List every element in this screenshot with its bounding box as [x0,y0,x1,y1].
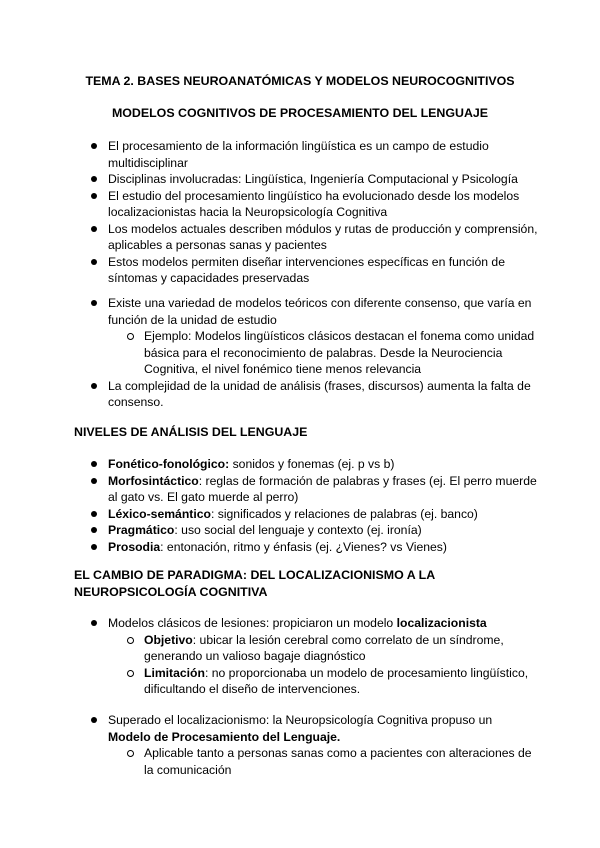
term-desc: : entonación, ritmo y énfasis (ej. ¿Vienes? vs Vienes) [160,539,447,554]
list-item-text: Superado el localizacionismo: la Neuropsicología Cognitiva propuso un [108,713,493,727]
intro-bullet-list [108,138,538,287]
term-desc: : no proporcionaba un modelo de procesamiento lingüístico, dificultando el diseño de intervenciones. [144,665,529,696]
sub-list-item: Aplicable tanto a personas sanas como a pacientes con alteraciones de la comunicación [144,745,536,778]
section-heading-paradigma: EL CAMBIO DE PARADIGMA: DEL LOCALIZACIONISMO A LA NEUROPSICOLOGÍA COGNITIVA [74,568,435,599]
list-item [108,522,538,539]
list-item: Los modelos actuales describen módulos y rutas de producción y comprensión, aplicables a personas sanas y pacientes [108,221,538,252]
term: Léxico-semántico [108,506,211,521]
term: Limitación [144,665,205,680]
sub-bullet-list [144,632,536,698]
term-desc: : ubicar la lesión cerebral como correlato de un síndrome, generando un valioso bagaje diagnóstico [144,632,504,663]
list-item [108,473,538,506]
list-item-text: Existe una variedad de modelos teóricos con diferente consenso, que varía en función de la unidad de estudio [108,296,532,327]
list-item: El estudio del procesamiento lingüístico ha evolucionado desde los modelos localizacionistas hacia la Neuropsicología Cognitiva [108,188,538,221]
list-item [108,712,538,778]
list-item: El procesamiento de la información lingüística es un campo de estudio multidisciplinar [108,138,538,171]
list-item: Estos modelos permiten diseñar intervenciones específicas en función de síntomas y capacidades preservadas [108,254,538,287]
term: Fonético-fonológico: [108,457,230,471]
levels-bullet-list [108,456,538,555]
term: Objetivo [144,632,193,647]
list-item: Disciplinas involucradas: Lingüística, Ingeniería Computacional y Psicología [108,171,538,188]
paradigm-bullet-list-2 [108,712,538,778]
sub-list-item [144,632,536,665]
sub-bullet-list [144,328,536,378]
list-item: La complejidad de la unidad de análisis (frases, discursos) aumenta la falta de consenso. [108,378,538,411]
document-title: TEMA 2. BASES NEUROANATÓMICAS Y MODELOS NEUROCOGNITIVOS [85,74,515,88]
sub-list-item [144,665,536,698]
term-desc: : reglas de formación de palabras y frases (ej. El perro muerde al gato vs. El gato muerde al perro) [108,473,537,504]
term: Prosodia [108,539,161,554]
models-bullet-list [108,295,538,411]
emphasis: Modelo de Procesamiento del Lenguaje. [108,729,341,744]
term: Pragmático [108,523,175,537]
term-desc: : significados y relaciones de palabras (ej. banco) [210,506,478,521]
sub-bullet-list [144,745,536,778]
term-desc: sonidos y fonemas (ej. p vs b) [229,457,395,471]
term-desc: : uso social del lenguaje y contexto (ej. ironía) [174,523,422,537]
list-item-text: Modelos clásicos de lesiones: propiciaron un modelo [108,616,397,630]
document-subtitle: MODELOS COGNITIVOS DE PROCESAMIENTO DEL LENGUAJE [111,106,489,120]
list-item [108,456,538,473]
list-item [108,615,538,698]
list-item [108,539,538,556]
list-item [108,506,538,523]
paradigm-bullet-list-1 [108,615,538,698]
term: Morfosintáctico [108,473,199,488]
section-heading-niveles: NIVELES DE ANÁLISIS DEL LENGUAJE [74,425,308,439]
sub-list-item: Ejemplo: Modelos lingüísticos clásicos destacan el fonema como unidad básica para el reconocimiento de palabras. Desde la Neurociencia Cognitiva, el nivel fonémico tiene menos relevancia [144,329,535,376]
emphasis: localizacionista [396,616,487,630]
list-item [108,295,538,378]
